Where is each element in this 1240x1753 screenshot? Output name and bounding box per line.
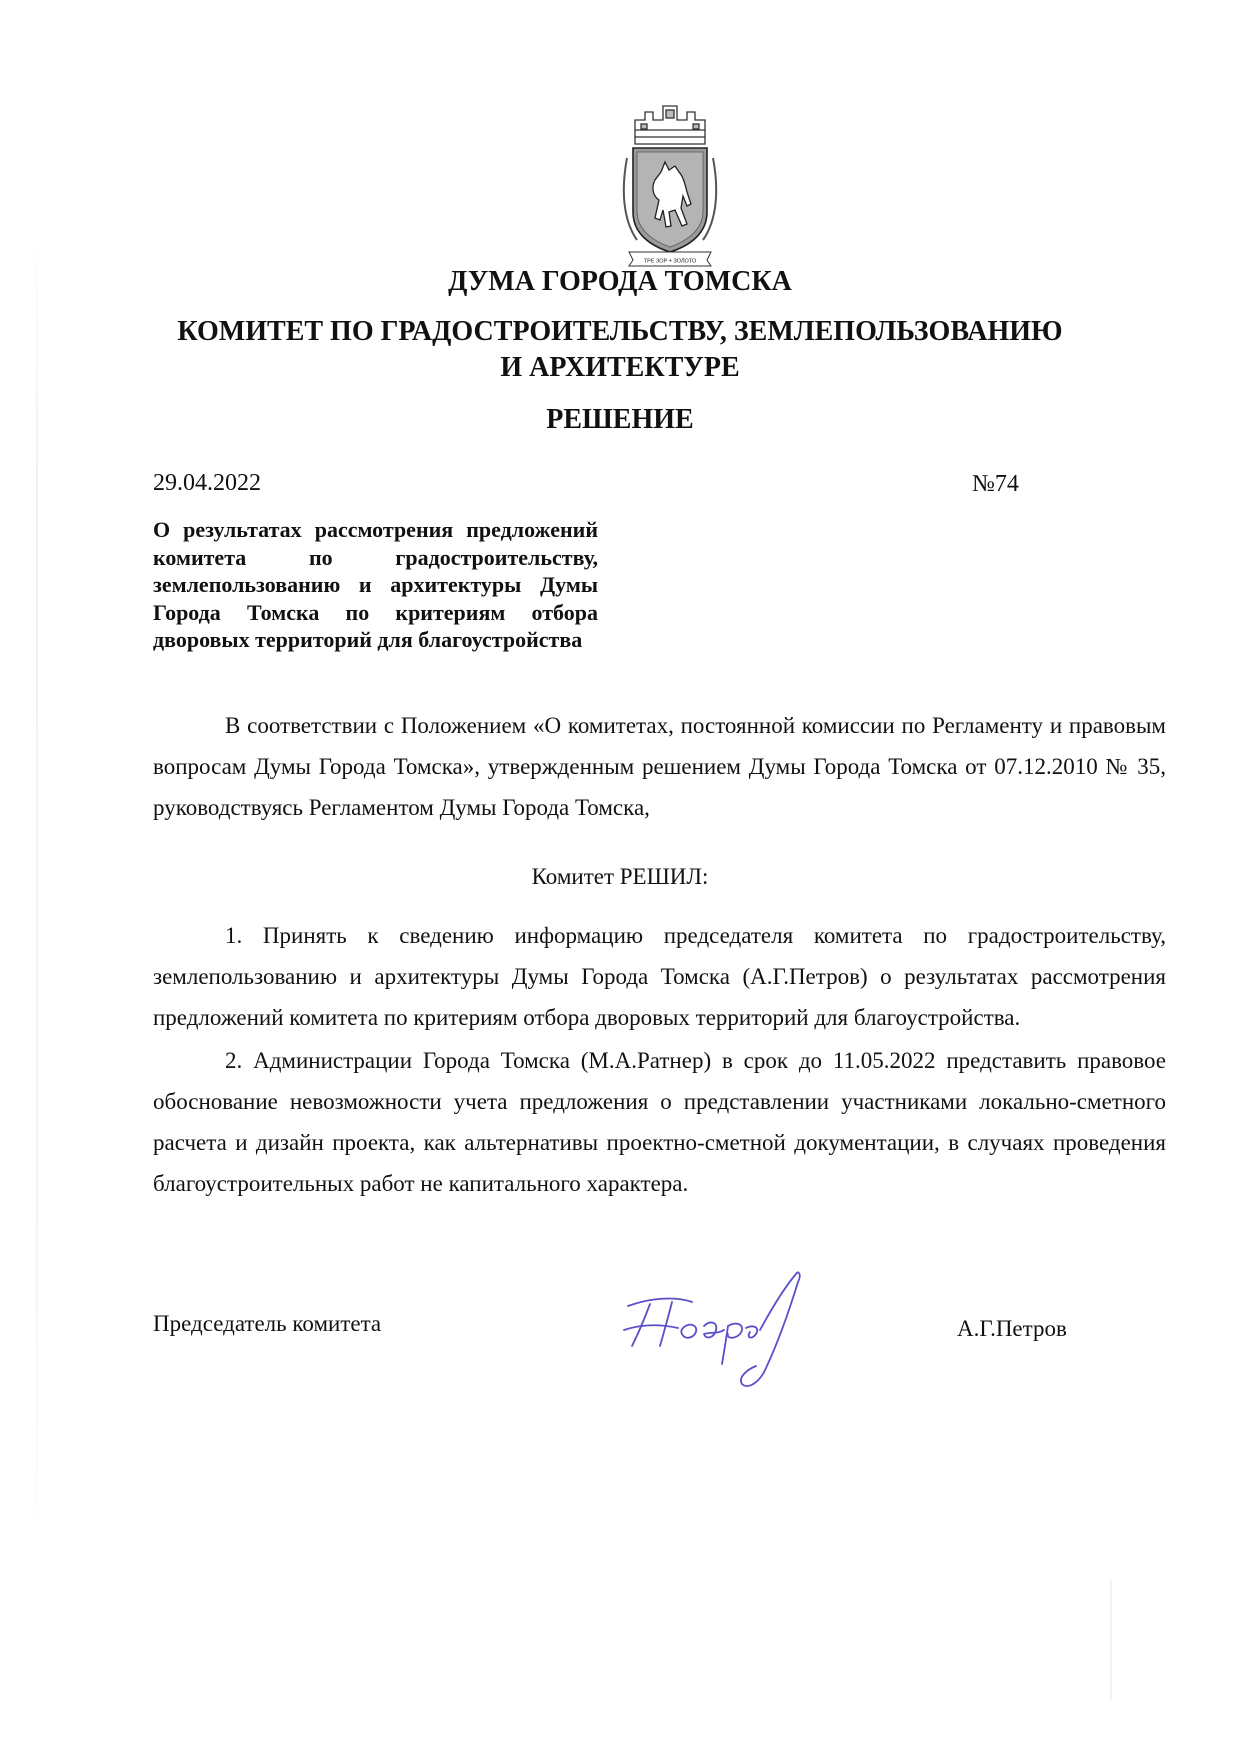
resolution-item-1: 1. Принять к сведению информацию председателя комитета по градостроительству, землепользованию и архитектуры Думы Города Томска (А.Г.Петров) о результатах рассмотрения предложений комитета по критериям отбора дворовых территорий для благоустройства. xyxy=(153,923,1166,1030)
crest-ribbon-text: ТРЕ ЗОР + ЗОЛОТО xyxy=(643,258,697,265)
committee-title xyxy=(0,314,1240,386)
signatory-title: Председатель комитета xyxy=(153,1311,382,1336)
decision-date: 29.04.2022 xyxy=(153,470,261,496)
committee-title-line2: И АРХИТЕКТУРЕ xyxy=(500,352,740,383)
preamble-paragraph: В соответствии с Положением «О комитетах, постоянной комиссии по Регламенту и правовым вопросам Думы Города Томска», утвержденным решением Думы Города Томска от 07.12.2010 № 35, руководствуясь Регламентом Думы Города Томска, xyxy=(153,713,1166,820)
tomsk-coat-of-arms-icon xyxy=(617,100,723,268)
document-type: РЕШЕНИЕ xyxy=(546,404,694,435)
decision-number: №74 xyxy=(972,471,1019,497)
signature-strokes xyxy=(624,1272,800,1386)
decision-subject: О результатах рассмотрения предложений комитета по градостроительству, землепользованию и архитектуры Думы Города Томска по критериям отбора дворовых территорий для благоустройства xyxy=(153,517,598,652)
org-title: ДУМА ГОРОДА ТОМСКА xyxy=(448,266,792,297)
resolution-item-2: 2. Администрации Города Томска (М.А.Ратнер) в срок до 11.05.2022 представить правовое обоснование невозможности учета предложения о представлении участниками локально-сметного расчета и дизайн проекта, как альтернативы проектно-сметной документации, в случаях проведения благоустроительных работ не капитального характера. xyxy=(153,1048,1166,1196)
resolved-heading: Комитет РЕШИЛ: xyxy=(531,864,709,889)
signatory-name: А.Г.Петров xyxy=(957,1316,1067,1341)
scan-edge-right xyxy=(1110,1580,1112,1700)
handwritten-signature xyxy=(620,1268,830,1418)
committee-title-line1: КОМИТЕТ ПО ГРАДОСТРОИТЕЛЬСТВУ, ЗЕМЛЕПОЛЬЗОВАНИЮ xyxy=(177,316,1063,347)
